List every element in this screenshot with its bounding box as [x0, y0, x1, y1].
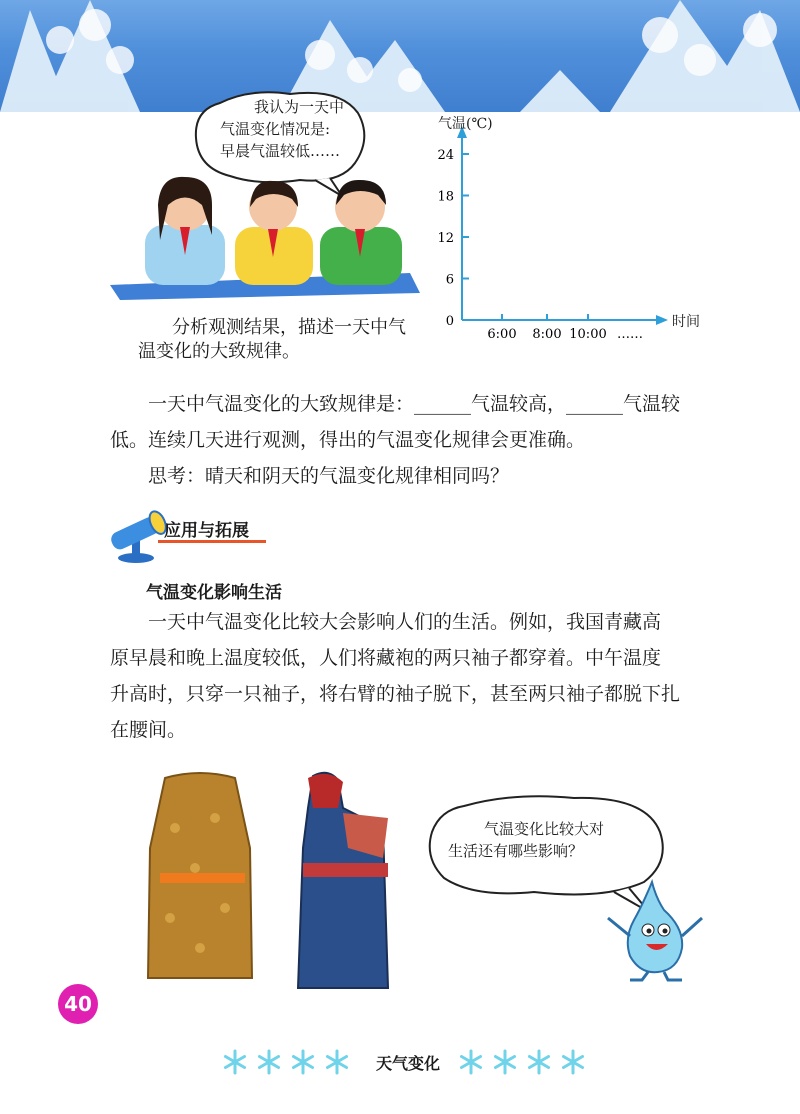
- snowflake-icon: [526, 1049, 552, 1075]
- snowy-trees-illustration: [0, 0, 800, 112]
- water-drop-mascot: [594, 876, 712, 986]
- footer: [208, 1048, 608, 1076]
- y-tick-label: 6: [445, 272, 454, 288]
- subheading: 气温变化影响生活: [146, 583, 282, 603]
- body-paragraph-1: 一天中气温变化的大致规律是：______气温较高，______气温较 低。连续几天进行观测，得出的气温变化规律会更准确。 思考：晴天和阴天的气温变化规律相同吗？: [110, 393, 681, 487]
- snowflake-icon: [560, 1049, 586, 1075]
- tibetan-robe-worn-image: [288, 768, 398, 993]
- bubble-text: 气温变化比较大对 生活还有哪些影响？: [448, 820, 605, 860]
- snowflake-icon: [324, 1049, 350, 1075]
- y-tick-label: 0: [445, 314, 454, 329]
- header-banner: [0, 0, 800, 112]
- section-title: 应用与拓展: [164, 521, 249, 541]
- temperature-chart: [420, 112, 710, 347]
- footer-title: 天气变化: [375, 1053, 440, 1073]
- bubble-text: 我认为一天中 气温变化情况是: 早晨气温较低……: [220, 98, 345, 160]
- x-tick-label: ……: [617, 327, 643, 342]
- y-tick-label: 12: [437, 231, 454, 246]
- page-number: 40: [58, 984, 98, 1024]
- x-axis-label: 时间: [672, 314, 700, 330]
- snowflake-icon: [290, 1049, 316, 1075]
- snowflake-icon: [256, 1049, 282, 1075]
- x-tick-label: 6:00: [487, 327, 517, 342]
- y-tick-label: 24: [437, 148, 454, 163]
- y-axis-label: 气温(℃): [438, 116, 493, 132]
- snowflake-icon: [458, 1049, 484, 1075]
- students-photo: [110, 165, 420, 300]
- snowflake-icon: [492, 1049, 518, 1075]
- tibetan-robe-image: [140, 768, 260, 988]
- snowflake-decoration-left: [222, 1049, 358, 1075]
- x-tick-label: 8:00: [532, 327, 562, 342]
- snowflake-icon: [222, 1049, 248, 1075]
- body-paragraph-2: 一天中气温变化比较大会影响人们的生活。例如，我国青藏高 原早晨和晚上温度较低，人们将藏袍的两只袖子都穿着。中午温度 升高时，只穿一只袖子，将右臂的袖子脱下，甚至两只袖子都脱下扎 在腰间。: [110, 611, 681, 741]
- caption: 分析观测结果，描述一天中气 温变化的大致规律。: [138, 317, 406, 362]
- x-axis-arrow: [656, 315, 668, 325]
- y-tick-label: 18: [437, 189, 454, 205]
- x-tick-label: 10:00: [569, 327, 607, 342]
- snowflake-decoration-right: [458, 1049, 594, 1075]
